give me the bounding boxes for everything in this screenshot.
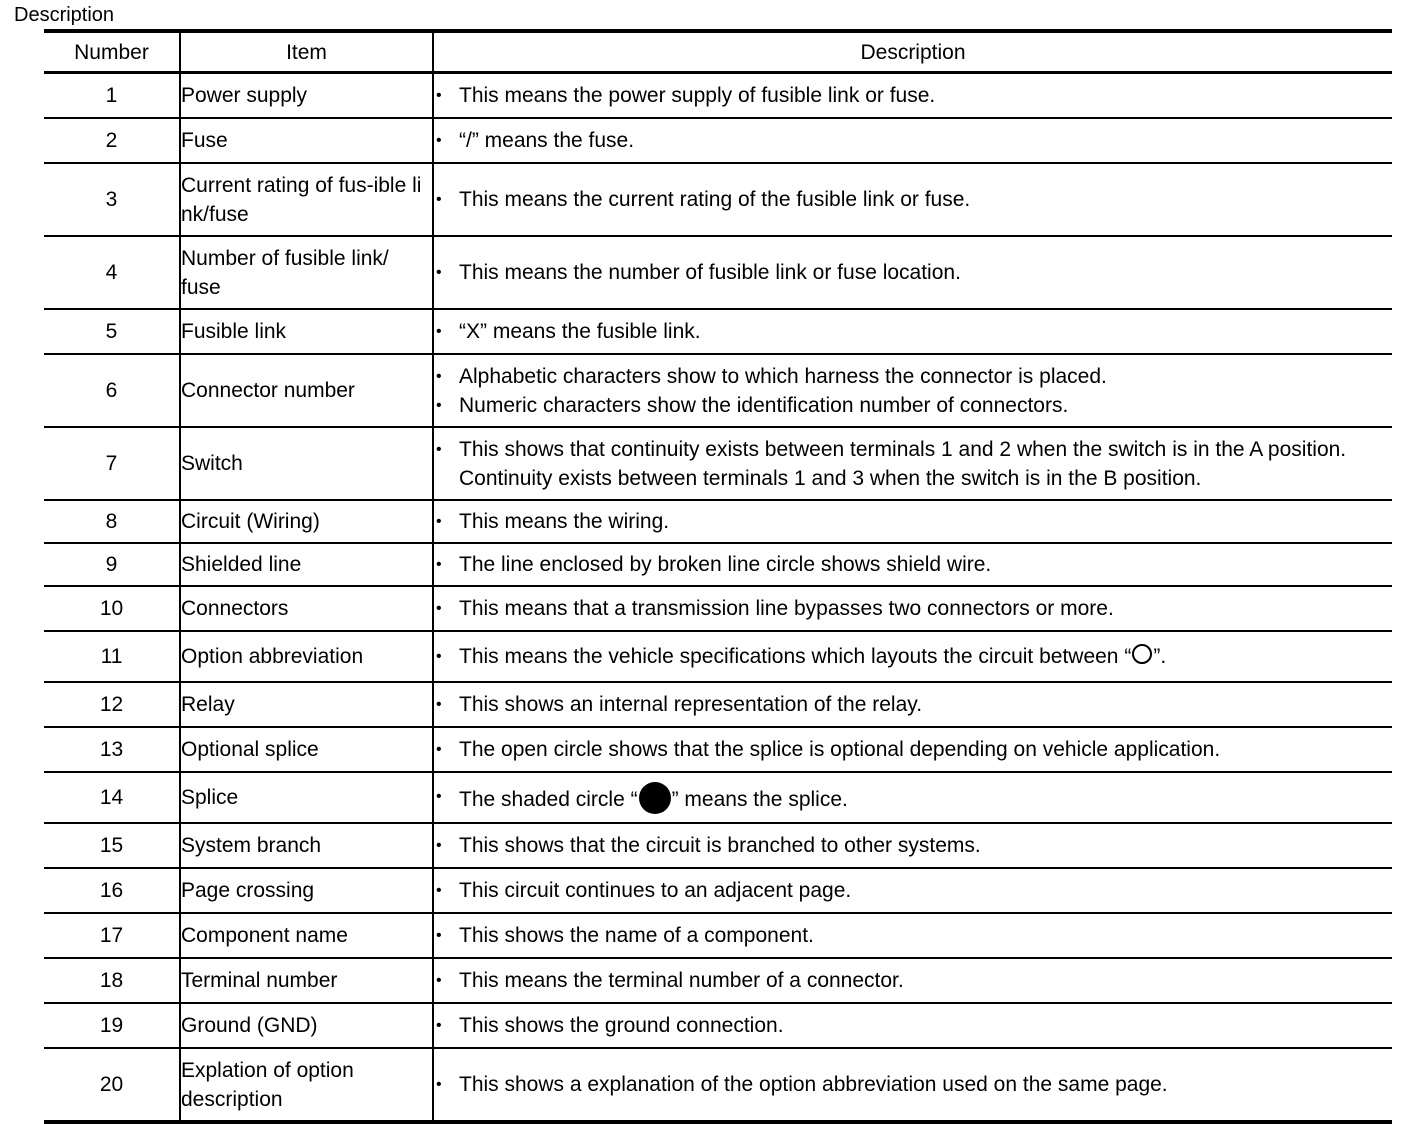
row-number: 10 (44, 586, 180, 631)
row-description (433, 913, 1392, 958)
description-bullet: • Alphabetic characters show to which harness the connector is placed. (434, 362, 1392, 391)
row-description (433, 309, 1392, 354)
row-number: 19 (44, 1003, 180, 1048)
table-row (44, 309, 1392, 354)
table-row (44, 543, 1392, 586)
row-number: 15 (44, 823, 180, 868)
table-row (44, 118, 1392, 163)
filled-circle-icon (639, 782, 671, 814)
description-bullet: • Numeric characters show the identification number of connectors. (434, 391, 1392, 420)
row-description (433, 586, 1392, 631)
table-row (44, 500, 1392, 543)
row-item: Option abbreviation (180, 631, 433, 682)
row-item: Page crossing (180, 868, 433, 913)
table-row (44, 913, 1392, 958)
row-number: 16 (44, 868, 180, 913)
description-bullet: • The line enclosed by broken line circle shows shield wire. (434, 550, 1392, 579)
row-item: Splice (180, 772, 433, 823)
row-number: 9 (44, 543, 180, 586)
row-item: Circuit (Wiring) (180, 500, 433, 543)
row-description (433, 500, 1392, 543)
description-bullet: • “X” means the fusible link. (434, 317, 1392, 346)
description-bullet: • This shows the ground connection. (434, 1011, 1392, 1040)
description-bullet: • This circuit continues to an adjacent page. (434, 876, 1392, 905)
description-bullet: • This means the current rating of the fusible link or fuse. (434, 185, 1392, 214)
row-description (433, 1003, 1392, 1048)
table-row (44, 586, 1392, 631)
row-number: 17 (44, 913, 180, 958)
row-item: Connector number (180, 354, 433, 427)
row-number: 4 (44, 236, 180, 309)
row-description (433, 354, 1392, 427)
description-bullet: • “/” means the fuse. (434, 126, 1392, 155)
description-bullet: • This means the number of fusible link or fuse location. (434, 258, 1392, 287)
row-number: 2 (44, 118, 180, 163)
row-description (433, 958, 1392, 1003)
description-bullet: • This means the power supply of fusible link or fuse. (434, 81, 1392, 110)
row-number: 11 (44, 631, 180, 682)
header-number: Number (44, 31, 180, 73)
table-row (44, 958, 1392, 1003)
row-item: Connectors (180, 586, 433, 631)
row-number: 7 (44, 427, 180, 500)
row-description (433, 73, 1392, 119)
table-row (44, 163, 1392, 236)
description-bullet: • This means that a transmission line bypasses two connectors or more. (434, 594, 1392, 623)
row-description (433, 543, 1392, 586)
row-description (433, 236, 1392, 309)
row-description (433, 868, 1392, 913)
header-item: Item (180, 31, 433, 73)
row-item: Number of fusible link/ fuse (180, 236, 433, 309)
row-description (433, 772, 1392, 823)
table-row (44, 236, 1392, 309)
row-description (433, 1048, 1392, 1122)
table-row (44, 427, 1392, 500)
description-bullet: • This means the terminal number of a connector. (434, 966, 1392, 995)
row-description (433, 631, 1392, 682)
row-description (433, 427, 1392, 500)
row-item: Shielded line (180, 543, 433, 586)
row-item: Ground (GND) (180, 1003, 433, 1048)
description-bullet: • This shows the name of a component. (434, 921, 1392, 950)
row-description (433, 682, 1392, 727)
row-number: 20 (44, 1048, 180, 1122)
row-item: Terminal number (180, 958, 433, 1003)
open-circle-icon (1132, 644, 1152, 664)
description-bullet: • The open circle shows that the splice is optional depending on vehicle application. (434, 735, 1392, 764)
description-bullet: • This means the wiring. (434, 507, 1392, 536)
table-row (44, 868, 1392, 913)
row-number: 13 (44, 727, 180, 772)
row-number: 1 (44, 73, 180, 119)
row-number: 3 (44, 163, 180, 236)
row-number: 12 (44, 682, 180, 727)
description-bullet: • This shows an internal representation of the relay. (434, 690, 1392, 719)
row-item: Fuse (180, 118, 433, 163)
row-description (433, 118, 1392, 163)
table-row (44, 631, 1392, 682)
row-number: 8 (44, 500, 180, 543)
row-description (433, 163, 1392, 236)
description-bullet: • This shows a explanation of the option abbreviation used on the same page. (434, 1070, 1392, 1099)
description-table (44, 29, 1392, 1124)
table-row (44, 354, 1392, 427)
description-bullet (434, 642, 1392, 671)
row-item: Power supply (180, 73, 433, 119)
row-description (433, 727, 1392, 772)
table-row (44, 1048, 1392, 1122)
description-text-before: The shaded circle “ (459, 787, 638, 811)
row-number: 14 (44, 772, 180, 823)
row-item: Current rating of fus-ible link/fuse (180, 163, 433, 236)
row-item: Optional splice (180, 727, 433, 772)
row-item: Fusible link (180, 309, 433, 354)
table-row (44, 727, 1392, 772)
table-row (44, 73, 1392, 119)
row-number: 5 (44, 309, 180, 354)
row-number: 18 (44, 958, 180, 1003)
description-text-before: This means the vehicle specifications which layouts the circuit between “ (459, 645, 1132, 668)
row-description (433, 823, 1392, 868)
header-description: Description (433, 31, 1392, 73)
row-item: Explation of option description (180, 1048, 433, 1122)
row-number: 6 (44, 354, 180, 427)
description-text-after: ”. (1153, 645, 1167, 668)
table-row (44, 772, 1392, 823)
table-row (44, 823, 1392, 868)
description-bullet: • This shows that continuity exists between terminals 1 and 2 when the switch is in the A position. Continuity exists between terminals 1 and 3 when the switch is in the B position. (434, 435, 1392, 493)
description-text-after: ” means the splice. (671, 787, 848, 811)
description-bullet (434, 782, 1392, 814)
table-caption: Description (14, 4, 115, 26)
row-item: Switch (180, 427, 433, 500)
row-item: System branch (180, 823, 433, 868)
row-item: Component name (180, 913, 433, 958)
table-row (44, 682, 1392, 727)
table-row (44, 1003, 1392, 1048)
description-bullet: • This shows that the circuit is branched to other systems. (434, 831, 1392, 860)
table-header-row (44, 31, 1392, 73)
row-item: Relay (180, 682, 433, 727)
